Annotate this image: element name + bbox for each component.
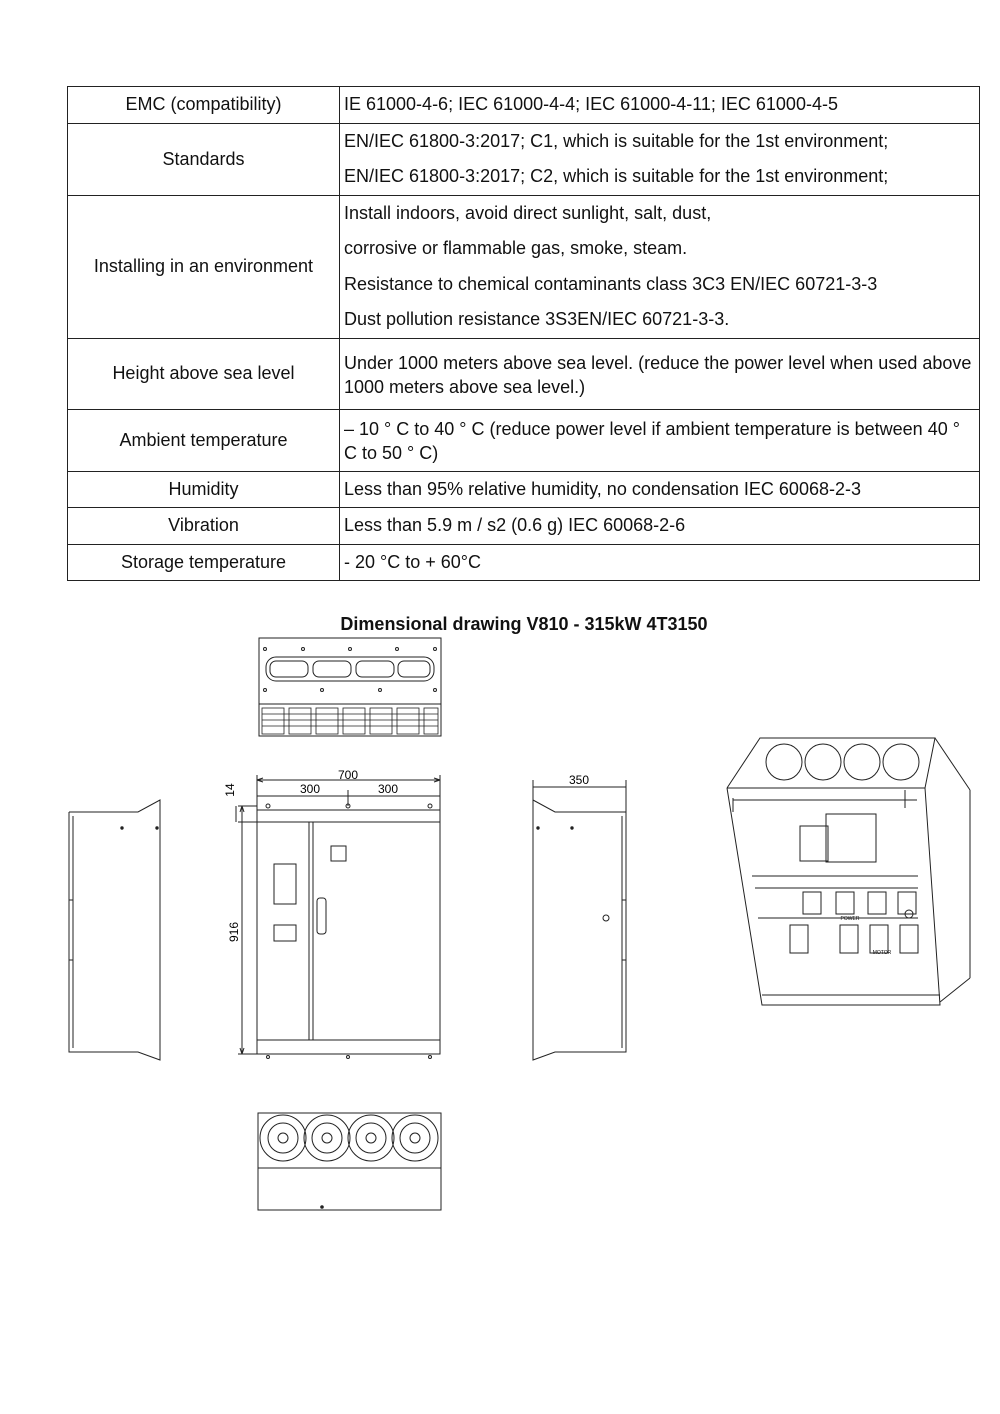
left-side-view (69, 800, 160, 1060)
spec-label: Height above sea level (68, 338, 340, 409)
power-terminal-label: POWER (840, 916, 860, 922)
spec-value: IE 61000-4-6; IEC 61000-4-4; IEC 61000-4-11; IEC 61000-4-5 (344, 94, 838, 114)
spec-value: Less than 5.9 m / s2 (0.6 g) IEC 60068-2-6 (344, 515, 686, 535)
spec-label: Humidity (68, 471, 340, 508)
dim-right-span: 300 (377, 782, 399, 796)
spec-value: Under 1000 meters above sea level. (reduce the power level when used above 1000 meters above sea level.) (344, 352, 972, 397)
spec-value: EN/IEC 61800-3:2017; C2, which is suitable for the 1st environment; (344, 166, 889, 186)
front-view (236, 775, 440, 1059)
spec-value: corrosive or flammable gas, smoke, steam. (344, 238, 688, 258)
spec-label: Vibration (68, 508, 340, 545)
dim-height: 916 (227, 921, 241, 943)
dim-left-span: 300 (299, 782, 321, 796)
spec-label: Installing in an environment (68, 195, 340, 338)
spec-label: EMC (compatibility) (68, 87, 340, 124)
spec-value: Less than 95% relative humidity, no condensation IEC 60068-2-3 (344, 478, 861, 499)
spec-label: Standards (68, 123, 340, 195)
top-view (259, 638, 441, 736)
spec-label: Ambient temperature (68, 409, 340, 471)
spec-value: – 10 ° C to 40 ° C (reduce power level if ambient temperature is between 40 ° C to 50 ° C) (344, 419, 960, 463)
spec-value: - 20 °C to + 60°C (344, 551, 481, 572)
right-side-view (533, 780, 626, 1060)
bottom-view (258, 1113, 441, 1210)
spec-value: Dust pollution resistance 3S3EN/IEC 60721-3-3. (344, 309, 730, 329)
dim-top-offset: 14 (223, 783, 237, 797)
spec-label: Storage temperature (68, 544, 340, 581)
motor-terminal-label: MOTOR (872, 950, 892, 956)
dim-depth: 350 (568, 773, 590, 787)
drawing-title: Dimensional drawing V810 - 315kW 4T3150 (340, 614, 708, 634)
spec-value: EN/IEC 61800-3:2017; C1, which is suitable for the 1st environment; (344, 130, 889, 151)
spec-value: Install indoors, avoid direct sunlight, salt, dust, (344, 202, 712, 223)
dim-overall-width: 700 (337, 768, 359, 782)
isometric-view (727, 738, 970, 1005)
spec-value: Resistance to chemical contaminants class 3C3 EN/IEC 60721-3-3 (344, 273, 878, 294)
